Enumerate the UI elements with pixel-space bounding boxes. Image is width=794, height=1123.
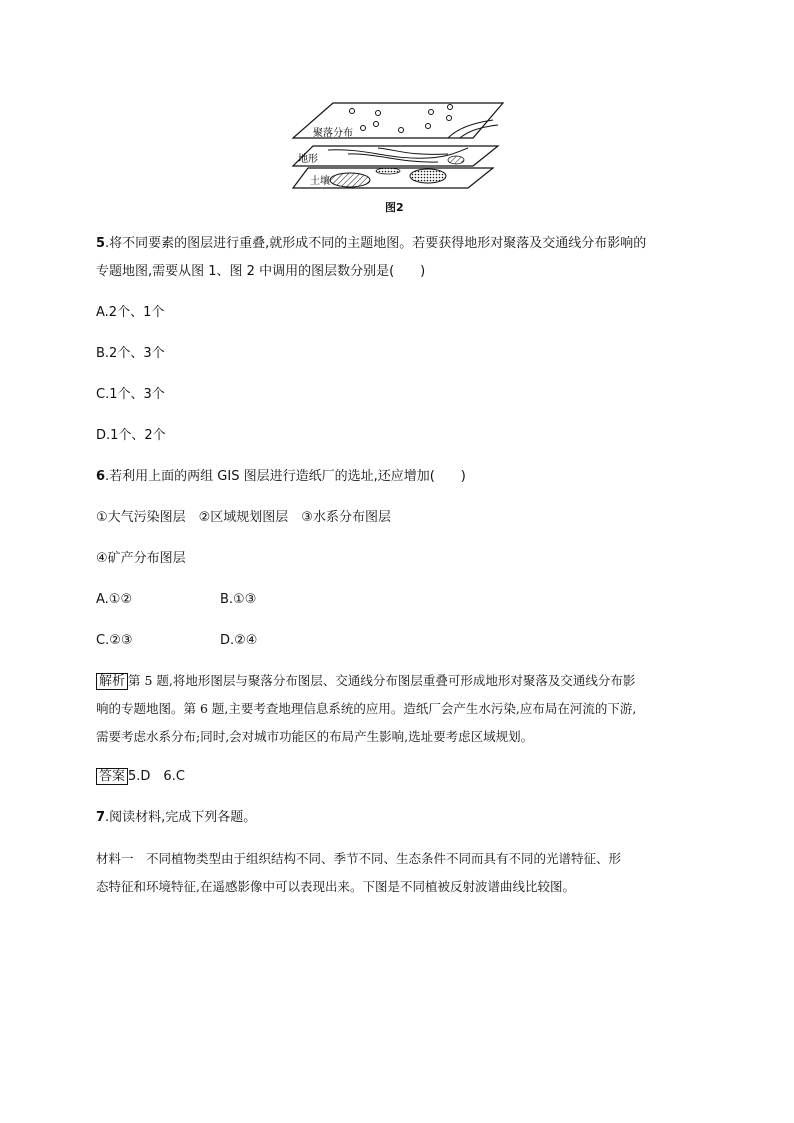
q6-number: 6 — [96, 469, 106, 484]
layer-label-soil: 土壤 — [310, 176, 330, 187]
layer-label-settlement: 聚落分布 — [313, 128, 353, 139]
settlement-dot — [429, 110, 434, 115]
q5-option-c: C.1个、3个 — [96, 387, 165, 402]
q7-stem: 7.阅读材料,完成下列各题。 — [96, 810, 257, 825]
analysis-line3: 需要考虑水系分布;同时,会对城市功能区的布局产生影响,选址要考虑区域规划。 — [96, 729, 534, 744]
settlement-dot — [448, 105, 453, 110]
q6-option-d: D.②④ — [220, 633, 258, 648]
answer-line — [96, 767, 185, 787]
settlement-dot — [374, 122, 379, 127]
q5-number: 5 — [96, 236, 106, 251]
settlement-dot — [361, 126, 366, 131]
q6-items-line1: ①大气污染图层 ②区域规划图层 ③水系分布图层 — [96, 510, 391, 525]
q6-stem: 6.若利用上面的两组 GIS 图层进行造纸厂的选址,还应增加( ) — [96, 469, 466, 484]
analysis-line1: 解析 第 5 题,将地形图层与聚落分布图层、交通线分布图层重叠可形成地形对聚落及交通线分布影 — [96, 671, 635, 692]
analysis-tag: 解析 — [96, 673, 128, 690]
q5-option-b: B.2个、3个 — [96, 346, 165, 361]
soil-patch-dotted-large — [410, 169, 446, 183]
material1-line2: 态特征和环境特征,在遥感影像中可以表现出来。下图是不同植被反射波谱曲线比较图。 — [96, 879, 575, 894]
answer-text: 5.D 6.C — [128, 769, 185, 784]
q7-number: 7 — [96, 810, 106, 825]
q6-option-b: B.①③ — [220, 592, 257, 607]
terrain-layer — [293, 146, 498, 166]
settlement-dot — [350, 109, 355, 114]
q5-stem-line2: 专题地图,需要从图 1、图 2 中调用的图层数分别是( ) — [96, 264, 426, 279]
settlement-dot — [376, 111, 381, 116]
figure-caption: 图2 — [385, 201, 404, 214]
answer-tag: 答案 — [96, 768, 128, 785]
soil-patch-hatched — [330, 173, 370, 187]
settlement-dot — [426, 124, 431, 129]
q6-option-c: C.②③ — [96, 633, 133, 648]
layer-label-terrain: 地形 — [298, 154, 318, 165]
settlement-dot — [399, 128, 404, 133]
q6-option-a: A.①② — [96, 592, 133, 607]
gis-layers-illustration — [288, 98, 508, 198]
material1-line1: 材料一 不同植物类型由于组织结构不同、季节不同、生态条件不同而具有不同的光谱特征、形 — [96, 851, 622, 866]
gis-layers-figure — [288, 98, 508, 198]
q6-items-line2: ④矿产分布图层 — [96, 551, 186, 566]
settlement-dot — [447, 116, 452, 121]
q5-stem-line1: 5.将不同要素的图层进行重叠,就形成不同的主题地图。若要获得地形对聚落及交通线分布影响的 — [96, 236, 647, 251]
analysis-line2: 响的专题地图。第 6 题,主要考查地理信息系统的应用。造纸厂会产生水污染,应布局在河流的下游, — [96, 701, 637, 716]
q5-option-d: D.1个、2个 — [96, 428, 166, 443]
soil-patch-dotted-small — [376, 168, 400, 174]
q5-option-a: A.2个、1个 — [96, 305, 165, 320]
terrain-hatched-area — [448, 156, 464, 164]
